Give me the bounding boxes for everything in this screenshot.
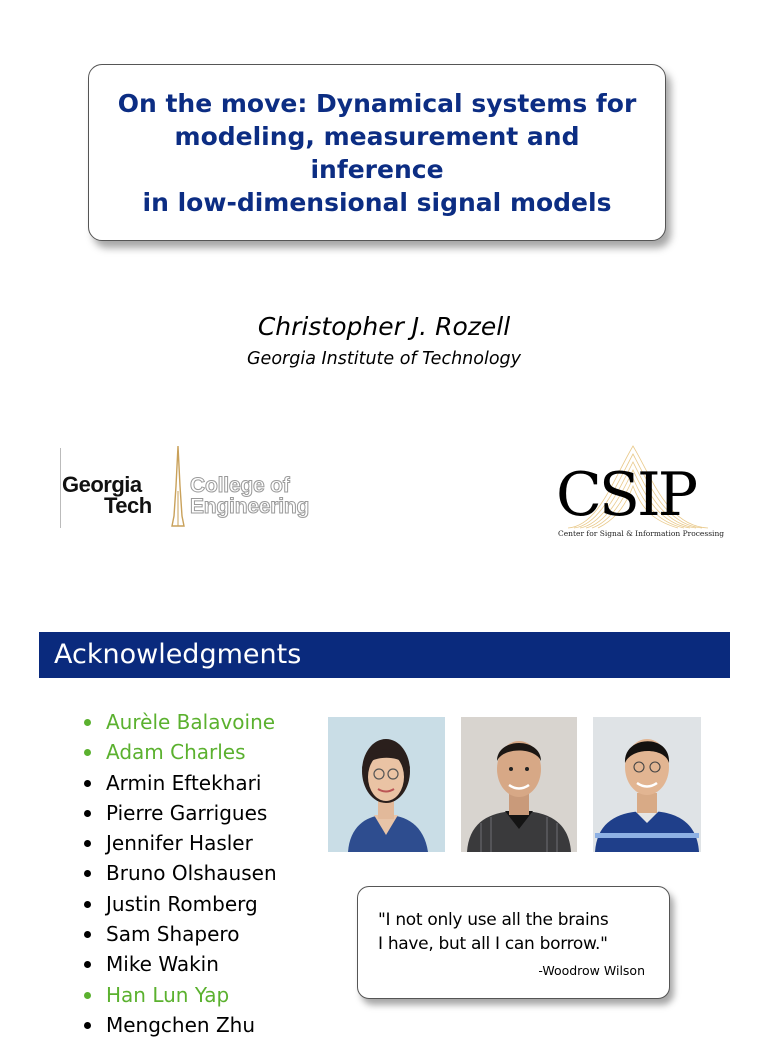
quote-line: I have, but all I can borrow." — [378, 934, 608, 954]
logo-divider — [60, 448, 61, 528]
acknowledgment-person: Bruno Olshausen — [80, 858, 277, 888]
acknowledgment-person: Jennifer Hasler — [80, 828, 277, 858]
logo-college-line: College of — [190, 474, 290, 497]
acknowledgments-banner — [39, 632, 730, 678]
acknowledgments-heading: Acknowledgments — [54, 639, 302, 670]
logo-word-tech: Tech — [104, 493, 152, 518]
logo-word-georgia: Georgia — [62, 472, 142, 497]
acknowledgment-person: Mike Wakin — [80, 949, 277, 979]
person-photo — [593, 717, 701, 852]
csip-logo-subtitle: Center for Signal & Information Processing — [558, 529, 725, 538]
georgia-tech-college-of-engineering-logo — [60, 446, 340, 528]
title-box — [88, 64, 666, 241]
presentation-title — [89, 87, 665, 219]
acknowledgments-list — [80, 707, 277, 1040]
acknowledgment-person: Pierre Garrigues — [80, 798, 277, 828]
acknowledgment-person: Sam Shapero — [80, 919, 277, 949]
person-photo-man-icon — [461, 717, 577, 852]
tech-tower-spire-icon — [168, 446, 188, 528]
author-affiliation: Georgia Institute of Technology — [247, 349, 521, 369]
person-photo-woman-icon — [328, 717, 445, 852]
person-photo — [461, 717, 577, 852]
title-line: On the move: Dynamical systems for — [117, 88, 637, 118]
title-line: modeling, measurement and inference — [174, 121, 580, 184]
title-line: in low-dimensional signal models — [142, 187, 612, 217]
quote-attribution: -Woodrow Wilson — [538, 963, 645, 978]
acknowledgment-person: Justin Romberg — [80, 889, 277, 919]
acknowledgment-person: Han Lun Yap — [80, 980, 277, 1010]
quote-box — [357, 886, 670, 999]
quote-line: "I not only use all the brains — [378, 910, 609, 930]
logo-college-line: Engineering — [190, 495, 310, 518]
quote-text — [378, 908, 608, 956]
acknowledgment-person: Mengchen Zhu — [80, 1010, 277, 1040]
person-photo-man-icon — [593, 717, 701, 852]
acknowledgment-person: Adam Charles — [80, 737, 277, 767]
author-name: Christopher J. Rozell — [257, 312, 511, 341]
csip-logo-text: CSIP — [556, 460, 696, 530]
csip-logo — [548, 440, 725, 544]
person-photo — [328, 717, 445, 852]
acknowledgment-person: Aurèle Balavoine — [80, 707, 277, 737]
acknowledgment-person: Armin Eftekhari — [80, 768, 277, 798]
